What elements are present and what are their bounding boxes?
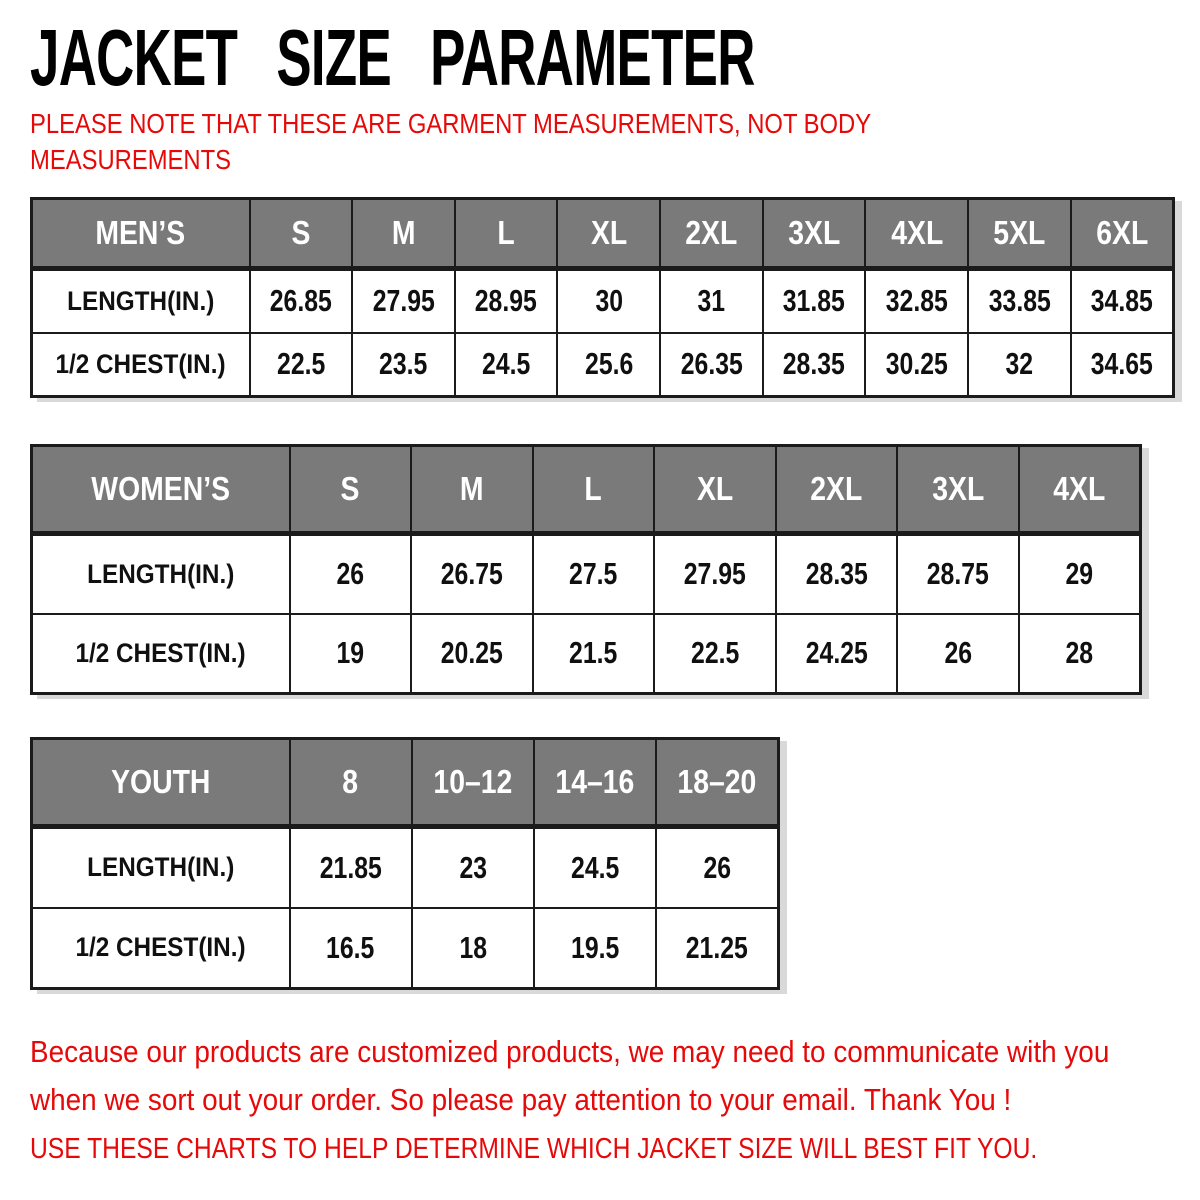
mens-size-header-s [250,199,353,269]
cell-text: 23 [459,849,487,885]
mens-chest-value-cell [250,333,353,397]
mens-chest-value-cell [1071,333,1174,397]
mens-length-value-cell [865,269,968,333]
womens-size-header-l [533,446,655,534]
mens-length-value-cell [763,269,866,333]
cell-text: 10–12 [433,763,513,800]
cell-text: 32 [1005,346,1034,382]
mens-chest-value-cell [968,333,1071,397]
table-header-row [32,446,1141,534]
cell-text: 26.85 [269,283,332,319]
womens-size-header-3xl [897,446,1019,534]
cell-text: 26 [703,849,731,885]
cell-text: 1/2 CHEST(IN.) [75,637,246,668]
cell-text: 30.25 [885,346,948,382]
cell-text: 8 [342,763,359,800]
cell-text: 26 [336,556,365,592]
womens-chest-value-cell [411,614,533,694]
cell-text: 34.85 [1090,283,1153,319]
mens-size-header-2xl [660,199,763,269]
womens-size-header-2xl [776,446,898,534]
cell-text: 26.75 [440,556,503,592]
youth-chest-row [32,908,779,989]
womens-table-header [32,446,1141,534]
cell-text: 24.25 [805,635,868,671]
cell-text: 24.5 [570,849,620,885]
youth-length-value-cell [290,827,412,908]
mens-chest-label-cell [32,333,250,397]
cell-text: WOMEN’S [91,470,231,507]
cell-text: 3XL [788,214,841,251]
cell-text: 22.5 [690,635,740,671]
mens-length-value-cell [968,269,1071,333]
customization-notice-text: Because our products are customized products, we may need to communicate with you when we sort out your order. So please pay attention to your email. Thank You ! [30,1034,1110,1117]
womens-size-table [30,444,1142,695]
page-title: JACKET SIZE PARAMETER [30,13,755,102]
mens-size-table [30,197,1175,398]
cell-text: 2XL [685,214,738,251]
womens-chest-value-cell [290,614,412,694]
cell-text: 27.95 [372,283,435,319]
cell-text: 27.95 [683,556,746,592]
mens-chest-value-cell [455,333,558,397]
mens-chest-value-cell [865,333,968,397]
cell-text: 24.5 [482,346,531,382]
cell-text: YOUTH [111,763,211,800]
cell-text: MEN’S [95,214,186,251]
mens-chest-row [32,333,1174,397]
cell-text: M [460,470,484,507]
mens-length-row [32,269,1174,333]
womens-chest-row [32,614,1141,694]
youth-chest-value-cell [534,908,656,989]
mens-chest-value-cell [352,333,455,397]
womens-chest-value-cell [776,614,898,694]
cell-text: LENGTH(IN.) [87,852,235,883]
youth-size-header-8 [290,739,412,827]
womens-length-value-cell [654,534,776,614]
cell-text: 31.85 [783,283,846,319]
womens-group-header-cell [32,446,290,534]
womens-length-value-cell [290,534,412,614]
youth-chest-value-cell [656,908,778,989]
womens-length-value-cell [1019,534,1141,614]
mens-length-value-cell [660,269,763,333]
cell-text: 34.65 [1090,346,1153,382]
cell-text: 18 [459,929,487,965]
cell-text: 26.35 [680,346,743,382]
cell-text: S [291,214,311,251]
cell-text: 21.5 [569,635,618,671]
mens-length-label-cell [32,269,250,333]
cell-text: 31 [697,283,726,319]
youth-size-header-10-12 [412,739,534,827]
womens-chest-value-cell [533,614,655,694]
cell-text: 21.85 [319,849,382,885]
mens-chest-value-cell [660,333,763,397]
cell-text: 29 [1065,556,1094,592]
garment-measurement-note: PLEASE NOTE THAT THESE ARE GARMENT MEASUREMENTS, NOT BODY MEASUREMENTS [30,108,871,175]
cell-text: L [584,470,603,507]
cell-text: 14–16 [555,763,635,800]
table-header-row [32,199,1174,269]
womens-length-value-cell [411,534,533,614]
cell-text: 28.95 [475,283,538,319]
cell-text: 19 [336,635,365,671]
youth-group-header-cell [32,739,290,827]
cell-text: 2XL [810,470,863,507]
womens-size-header-s [290,446,412,534]
womens-length-value-cell [533,534,655,614]
cell-text: 16.5 [326,929,375,965]
mens-size-header-xl [557,199,660,269]
youth-length-value-cell [656,827,778,908]
cell-text: 3XL [932,470,985,507]
cell-text: LENGTH(IN.) [67,285,215,316]
womens-chest-value-cell [654,614,776,694]
youth-chest-value-cell [290,908,412,989]
cell-text: 28 [1065,635,1094,671]
cell-text: 22.5 [276,346,325,382]
womens-chest-label-cell [32,614,290,694]
cell-text: 23.5 [379,346,428,382]
cell-text: 25.6 [584,346,633,382]
youth-length-label-cell [32,827,290,908]
womens-chest-value-cell [1019,614,1141,694]
cell-text: 33.85 [988,283,1051,319]
womens-length-label-cell [32,534,290,614]
womens-length-value-cell [897,534,1019,614]
cell-text: 4XL [1053,470,1106,507]
cell-text: 18–20 [677,763,757,800]
youth-length-row [32,827,779,908]
cell-text: 21.25 [686,929,749,965]
cell-text: 28.35 [805,556,868,592]
mens-length-value-cell [352,269,455,333]
mens-length-value-cell [557,269,660,333]
cell-text: 30 [594,283,623,319]
youth-length-value-cell [534,827,656,908]
womens-size-header-4xl [1019,446,1141,534]
cell-text: 28.75 [927,556,990,592]
youth-size-header-14-16 [534,739,656,827]
womens-chest-value-cell [897,614,1019,694]
mens-length-value-cell [1071,269,1174,333]
cell-text: M [391,214,416,251]
womens-size-header-xl [654,446,776,534]
cell-text: 6XL [1095,214,1148,251]
cell-text: 1/2 CHEST(IN.) [55,348,226,379]
womens-size-header-m [411,446,533,534]
womens-length-row [32,534,1141,614]
mens-size-header-m [352,199,455,269]
table-header-row [32,739,779,827]
mens-chest-value-cell [763,333,866,397]
youth-size-header-18-20 [656,739,778,827]
cell-text: 4XL [890,214,943,251]
youth-table-header [32,739,779,827]
cell-text: 1/2 CHEST(IN.) [75,932,246,963]
chart-usage-advice-text: USE THESE CHARTS TO HELP DETERMINE WHICH JACKET SIZE WILL BEST FIT YOU. [30,1133,1038,1165]
youth-length-value-cell [412,827,534,908]
cell-text: XL [590,214,627,251]
mens-length-value-cell [455,269,558,333]
mens-size-header-5xl [968,199,1071,269]
youth-size-table [30,737,780,990]
youth-chest-value-cell [412,908,534,989]
mens-size-header-l [455,199,558,269]
cell-text: L [497,214,515,251]
mens-size-header-4xl [865,199,968,269]
mens-length-value-cell [250,269,353,333]
cell-text: S [340,470,360,507]
womens-length-value-cell [776,534,898,614]
cell-text: 5XL [993,214,1046,251]
cell-text: XL [696,470,734,507]
mens-size-header-6xl [1071,199,1174,269]
cell-text: 28.35 [783,346,846,382]
youth-chest-label-cell [32,908,290,989]
mens-size-header-3xl [763,199,866,269]
cell-text: 19.5 [570,929,620,965]
cell-text: 32.85 [885,283,948,319]
mens-chest-value-cell [557,333,660,397]
cell-text: 20.25 [440,635,503,671]
cell-text: 26 [944,635,972,671]
cell-text: LENGTH(IN.) [87,558,235,589]
mens-group-header-cell [32,199,250,269]
mens-table-header [32,199,1174,269]
cell-text: 27.5 [569,556,618,592]
